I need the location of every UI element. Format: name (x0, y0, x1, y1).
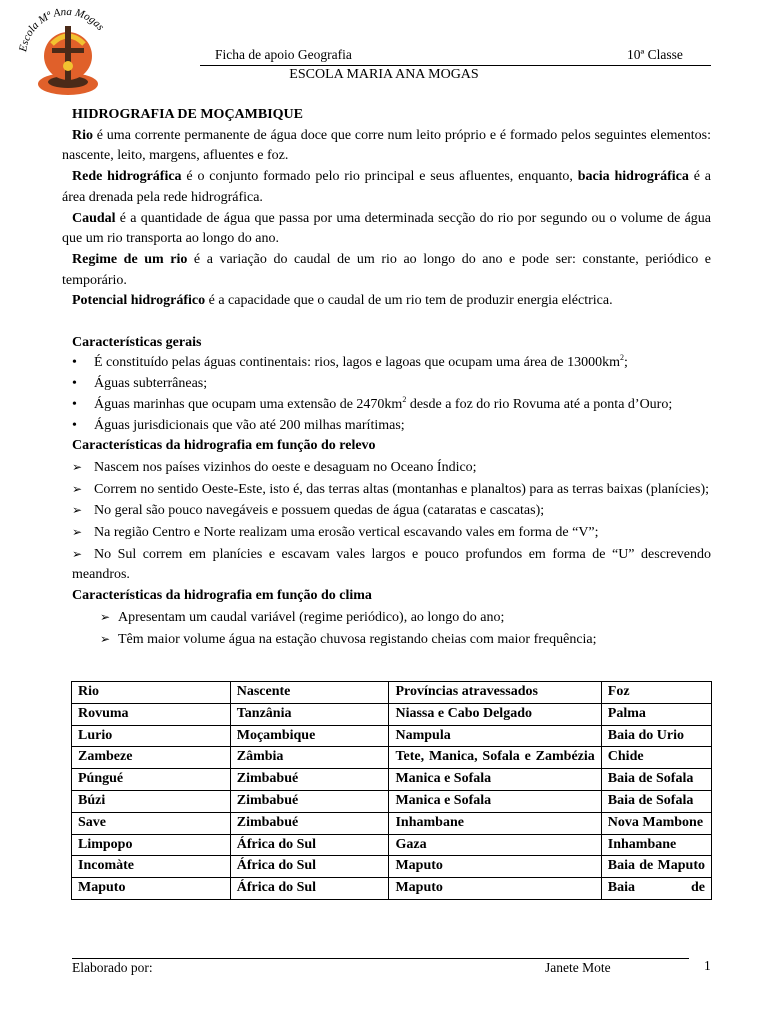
table-row (72, 703, 712, 725)
text-regime: é a variação do caudal de um rio ao longo do ano e pode ser: constante, periódico e temporário. (62, 251, 711, 288)
table-cell: Maputo (389, 878, 601, 900)
table-header-cell: Foz (601, 682, 711, 704)
table-cell: Púngué (72, 769, 231, 791)
list-item: • Águas marinhas que ocupam uma extensão de $2470km^2$ desde a foz do rio Rovuma até a ponta d’Ouro; (62, 395, 711, 416)
definition-caudal (62, 209, 711, 250)
table-cell: Incomàte (72, 856, 231, 878)
table-row (72, 856, 712, 878)
table-row (72, 747, 712, 769)
term-bacia: bacia hidrográfica (577, 169, 689, 185)
table-cell: Nampula (389, 725, 601, 747)
table-cell: Zimbabué (230, 812, 389, 834)
arrow-bullet-icon: ➢ (72, 503, 83, 518)
table-cell: Manica e Sofala (389, 769, 601, 791)
list-item: ➢ Têm maior volume água na estação chuvosa registando cheias com maior frequência; (62, 629, 711, 651)
table-cell: Manica e Sofala (389, 790, 601, 812)
arrow-bullet-icon: ➢ (72, 546, 83, 561)
definition-rede (62, 167, 711, 208)
text-rio: é uma corrente permanente de água doce que corre num leito próprio e é formado pelos seguintes elementos: nascente, leito, margens, afluentes e foz. (62, 127, 711, 164)
list-item: ➢ Nascem nos países vizinhos do oeste e desaguam no Oceano Índico; (62, 457, 711, 479)
table-cell: Inhambane (389, 812, 601, 834)
table-cell: Baia de Maputo (601, 856, 711, 878)
table-cell: Baia de Sofala (601, 790, 711, 812)
bullet-icon: • (72, 396, 77, 412)
arrow-bullet-icon: ➢ (72, 525, 83, 540)
header-divider (200, 65, 711, 66)
arrow-bullet-icon: ➢ (72, 481, 83, 496)
bullet-icon: • (72, 376, 77, 392)
arrow-bullet-icon: ➢ (72, 459, 83, 474)
table-header-cell: Províncias atravessados (389, 682, 601, 704)
table-cell: Zambeze (72, 747, 231, 769)
table-cell: Chide (601, 747, 711, 769)
document-title: HIDROGRAFIA DE MOÇAMBIQUE (72, 107, 304, 122)
table-cell: Baia de (601, 878, 711, 900)
footer-author-label: Elaborado por: (72, 960, 153, 975)
table-row (72, 769, 712, 791)
table-row (72, 878, 712, 900)
list-item: ➢ Na região Centro e Norte realizam uma erosão vertical escavando vales em forma de “V”; (62, 522, 711, 544)
table-row (72, 834, 712, 856)
table-cell: Save (72, 812, 231, 834)
table-cell: Maputo (72, 878, 231, 900)
table-cell: Rovuma (72, 703, 231, 725)
table-cell: Baia de Sofala (601, 769, 711, 791)
list-item: ➢ No geral são pouco navegáveis e possuem quedas de água (cataratas e cascatas); (62, 500, 711, 522)
table-cell: Inhambane (601, 834, 711, 856)
header-subject: Ficha de apoio Geografia (215, 47, 352, 62)
list-item: • Águas jurisdicionais que vão até 200 milhas marítimas; (62, 416, 711, 437)
text-bacia: é a área drenada pela rede hidrográfica. (62, 169, 711, 205)
table-cell: Moçambique (230, 725, 389, 747)
table-cell: Niassa e Cabo Delgado (389, 703, 601, 725)
rivers-table (71, 681, 712, 900)
term-potencial: Potencial hidrográfico (72, 293, 206, 309)
definition-potencial (62, 291, 711, 312)
header-grade: 10ª Classe (627, 47, 683, 62)
text-rede: é o conjunto formado pelo rio principal e seus afluentes, enquanto, (181, 169, 578, 185)
list-item: ➢ No Sul correm em planícies e escavam vales largos e pouco profundos em forma de “U” descrevendo meandros. (62, 544, 711, 586)
text-caudal: é a quantidade de água que passa por uma determinada secção do rio por segundo ou o volume de água que um rio transporta ao longo do ano. (62, 210, 711, 247)
bullet-icon: • (72, 355, 77, 371)
table-cell: Palma (601, 703, 711, 725)
list-item: ➢ Correm no sentido Oeste-Este, isto é, das terras altas (montanhas e planaltos) para as terras baixas (planícies); (62, 479, 711, 501)
page-number: 1 (704, 958, 711, 973)
table-header-row (72, 682, 712, 704)
term-rio: Rio (72, 127, 93, 143)
table-row (72, 812, 712, 834)
list-item: • Águas subterrâneas; (62, 374, 711, 395)
heading-relevo: Características da hidrografia em função do relevo (72, 438, 376, 454)
table-header-cell: Nascente (230, 682, 389, 704)
term-rede: Rede hidrográfica (72, 169, 182, 185)
table-cell: Lurio (72, 725, 231, 747)
term-regime: Regime de um rio (72, 251, 188, 267)
footer-author-name: Janete Mote (545, 960, 611, 975)
arrow-bullet-icon: ➢ (100, 609, 111, 624)
list-item: ➢ Apresentam um caudal variável (regime periódico), ao longo do ano; (62, 607, 711, 629)
table-cell: África do Sul (230, 856, 389, 878)
bullet-icon: • (72, 417, 77, 433)
table-cell: Tanzânia (230, 703, 389, 725)
footer-divider (72, 958, 689, 959)
text-potencial: é a capacidade que o caudal de um rio tem de produzir energia eléctrica. (205, 293, 613, 309)
term-caudal: Caudal (72, 210, 116, 226)
table-row (72, 790, 712, 812)
school-name: ESCOLA MARIA ANA MOGAS (289, 67, 479, 82)
definition-rio (62, 126, 711, 167)
table-cell: Nova Mambone (601, 812, 711, 834)
table-cell: Limpopo (72, 834, 231, 856)
list-item: • É constituído pelas águas continentais: rios, lagos e lagoas que ocupam uma área de $13000km^2$; (62, 353, 711, 374)
table-cell: África do Sul (230, 878, 389, 900)
definition-regime (62, 250, 711, 291)
arrow-bullet-icon: ➢ (100, 631, 111, 646)
table-cell: Maputo (389, 856, 601, 878)
table-cell: Búzi (72, 790, 231, 812)
heading-gerais: Características gerais (72, 334, 202, 350)
document-body (62, 105, 711, 650)
table-cell: Zâmbia (230, 747, 389, 769)
table-cell: Baia do Urio (601, 725, 711, 747)
table-cell: África do Sul (230, 834, 389, 856)
logo-text: Escola Mª Ana Mogas (17, 5, 107, 53)
table-header-cell: Rio (72, 682, 231, 704)
school-logo (12, 4, 122, 102)
table-cell: Zimbabué (230, 769, 389, 791)
table-cell: Tete, Manica, Sofala e Zambézia (389, 747, 601, 769)
table-cell: Zimbabué (230, 790, 389, 812)
heading-clima: Características da hidrografia em função do clima (72, 588, 372, 604)
table-cell: Gaza (389, 834, 601, 856)
table-row (72, 725, 712, 747)
